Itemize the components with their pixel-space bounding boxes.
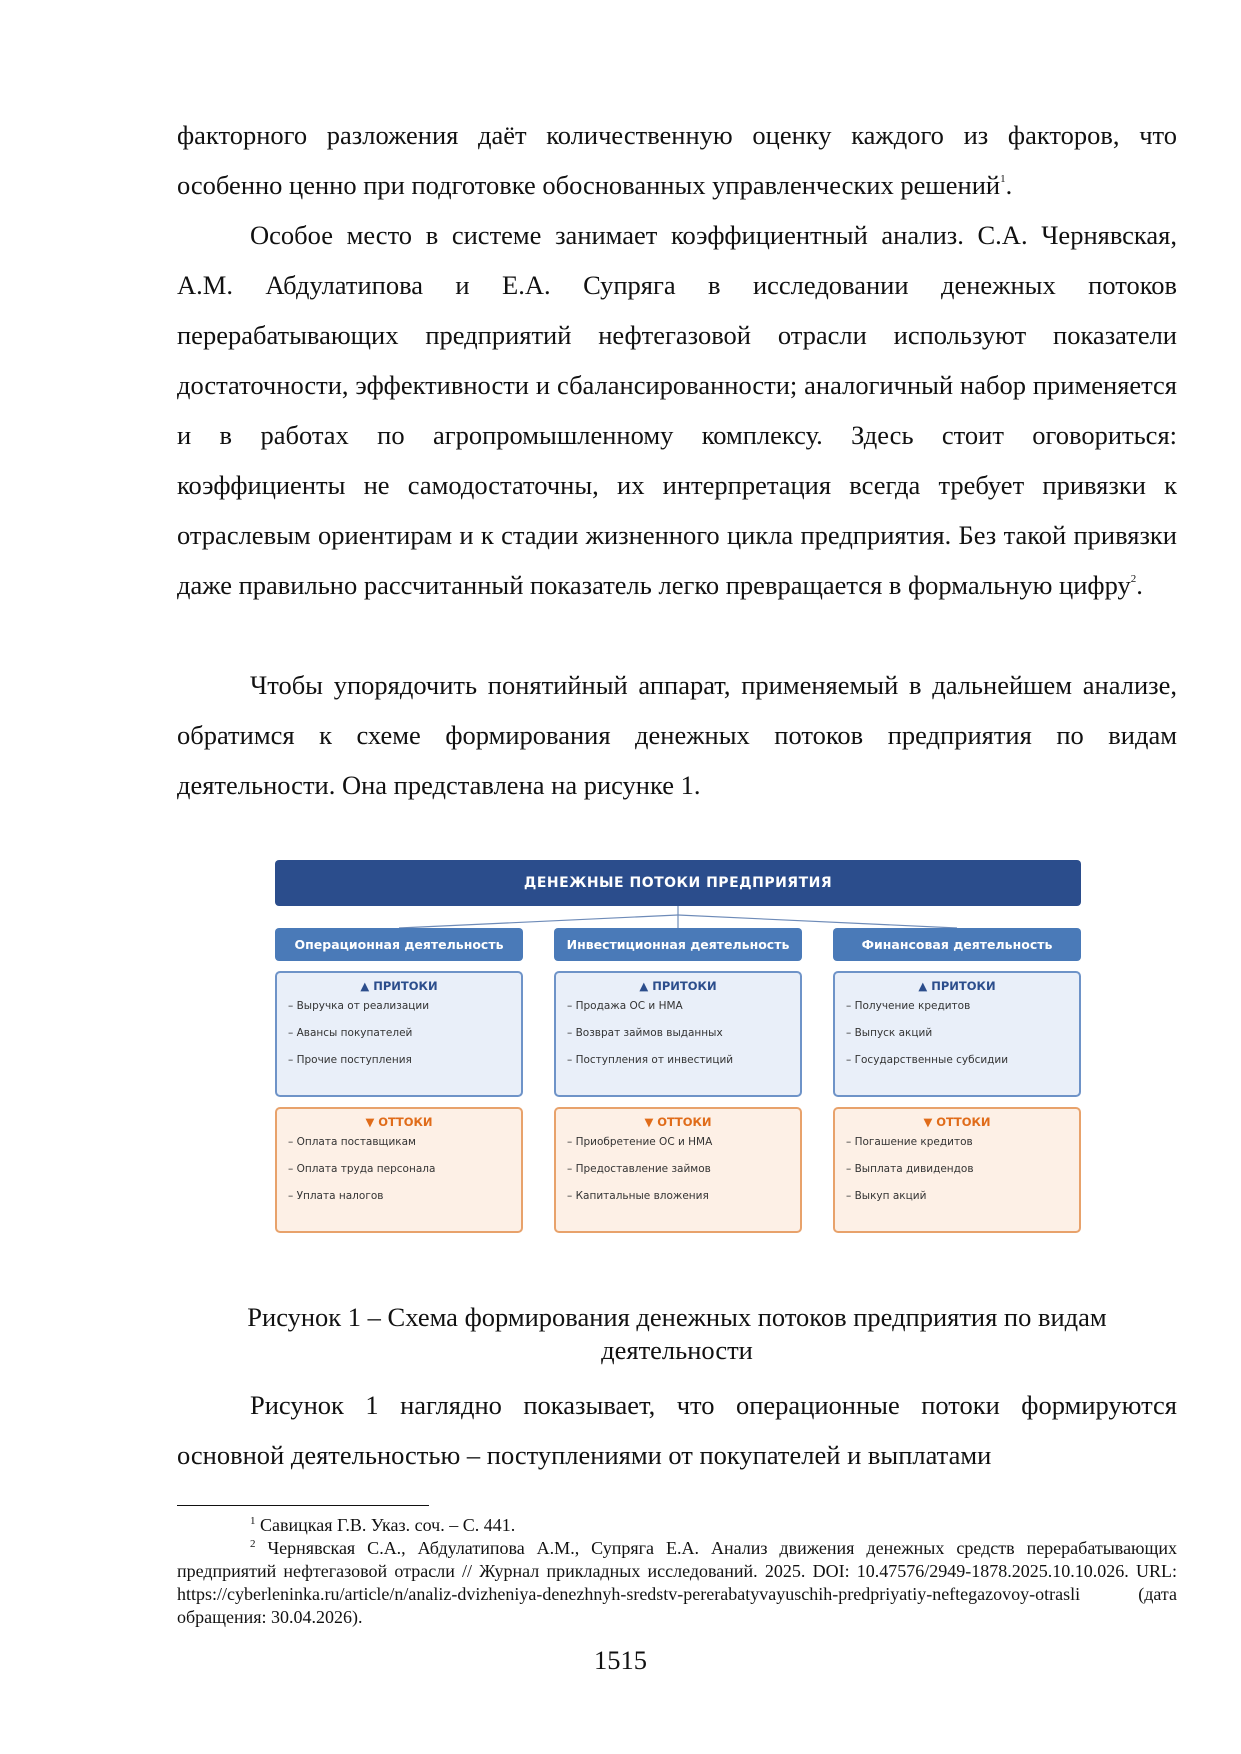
paragraph-2: Особое место в системе занимает коэффициентный анализ. С.А. Чернявская, А.М. Абдулатипова и Е.А. Супряга в исследовании денежных потоков перерабатывающих предприятий нефтегазовой отрасли используют показатели достаточности, эффективности и сбалансированности; аналогичный набор применяется и в работах по агропромышленному комплексу. Здесь стоит оговориться: коэффициенты не самодостаточны, их интерпретация всегда требует привязки к отраслевым ориентирам и к стадии жизненного цикла предприятия. Без такой привязки даже правильно рассчитанный показатель легко превращается в формальную цифру$^2$. (177, 220, 1177, 600)
list-item: – Капитальные вложения (567, 1190, 709, 1202)
paragraph-2-text: Особое место в системе занимает коэффициентный анализ. С.А. Чернявская, А.М. Абдулатипова и Е.А. Супряга в исследовании денежных потоков перерабатывающих предприятий нефтегазовой отрасли используют показатели достаточности, эффективности и сбалансированности; аналогичный набор применяется и в работах по агропромышленному комплексу. Здесь стоит оговориться: коэффициенты не самодостаточны, их интерпретация всегда требует привязки к отраслевым ориентирам и к стадии жизненного цикла предприятия. Без такой привязки даже правильно рассчитанный показатель легко превращается в формальную цифру (177, 220, 1177, 600)
list-item: – Возврат займов выданных (567, 1027, 723, 1039)
inflows-label: ▲ ПРИТОКИ (360, 979, 438, 993)
list-item: – Государственные субсидии (846, 1054, 1009, 1066)
inflows-label: ▲ ПРИТОКИ (639, 979, 717, 993)
column-head-investing: Инвестиционная деятельность (554, 928, 802, 961)
inflows-box-investing (554, 971, 802, 1097)
page-number: 1515 (594, 1645, 647, 1675)
paragraph-3: Чтобы упорядочить понятийный аппарат, применяемый в дальнейшем анализе, обратимся к схеме формирования денежных потоков предприятия по видам деятельности. Она представлена на рисунке 1. (177, 670, 1177, 800)
list-item: – Предоставление займов (567, 1163, 711, 1175)
outflows-label: ▼ ОТТОКИ (644, 1115, 712, 1129)
cash-flow-diagram (275, 860, 1081, 1236)
list-item: – Продажа ОС и НМА (567, 1000, 683, 1012)
list-item: – Поступления от инвестиций (567, 1054, 734, 1066)
list-item: – Выкуп акций (846, 1190, 927, 1202)
list-item: – Выплата дивидендов (846, 1163, 974, 1175)
inflows-box-operating (275, 971, 523, 1097)
figure-caption: Рисунок 1 – Схема формирования денежных потоков предприятия по видам деятельности (247, 1302, 1107, 1365)
list-item: – Получение кредитов (846, 1000, 971, 1012)
list-item: – Оплата поставщикам (288, 1136, 416, 1148)
outflows-label: ▼ ОТТОКИ (923, 1115, 991, 1129)
footnote-2-text: Чернявская С.А., Абдулатипова А.М., Супряга Е.А. Анализ движения денежных средств перерабатывающих предприятий нефтегазовой отрасли // Журнал прикладных исследований. 2025. DOI: 10.47576/2949-1878.2025.10.10.026. URL: https://cyberleninka.ru/article/n/analiz-dvizheniya-denezhnyh-sredstv-pererabatyvayuschih-predpriyatiy-neftegazovoy-otrasli (дата обращения: 30.04.2026). (177, 1538, 1177, 1627)
column-head-financing: Финансовая деятельность (833, 928, 1081, 961)
footnote-1-number: 1 (250, 1515, 256, 1527)
footnote-1 (177, 1514, 1177, 1537)
footnote-1-text: Савицкая Г.В. Указ. соч. – С. 441. (260, 1515, 516, 1535)
outflows-label: ▼ ОТТОКИ (365, 1115, 433, 1129)
footnotes (177, 1514, 1177, 1629)
footnote-divider (177, 1505, 429, 1506)
footnote-2 (177, 1537, 1177, 1629)
outflows-box-operating (275, 1107, 523, 1233)
inflows-box-financing (833, 971, 1081, 1097)
list-item: – Погашение кредитов (846, 1136, 973, 1148)
paragraph-4: Рисунок 1 наглядно показывает, что операционные потоки формируются основной деятельностью – поступлениями от покупателей и выплатами (177, 1390, 1177, 1470)
list-item: – Выпуск акций (846, 1027, 933, 1039)
diagram-title: ДЕНЕЖНЫЕ ПОТОКИ ПРЕДПРИЯТИЯ (275, 860, 1081, 906)
footnote-ref-1[interactable]: 1 (1000, 173, 1006, 185)
footnote-ref-2[interactable]: 2 (1130, 573, 1137, 585)
list-item: – Оплата труда персонала (288, 1163, 436, 1175)
list-item: – Выручка от реализации (288, 1000, 430, 1012)
footnote-2-number: 2 (250, 1538, 256, 1550)
list-item: – Авансы покупателей (288, 1027, 413, 1039)
paragraph-1: факторного разложения даёт количественную оценку каждого из факторов, что особенно ценно при подготовке обоснованных управленческих решений$^1$. (177, 120, 1177, 200)
inflows-label: ▲ ПРИТОКИ (918, 979, 996, 993)
list-item: – Прочие поступления (288, 1054, 412, 1066)
outflows-box-financing (833, 1107, 1081, 1233)
list-item: – Приобретение ОС и НМА (567, 1136, 713, 1148)
list-item: – Уплата налогов (288, 1190, 384, 1202)
column-head-operating: Операционная деятельность (275, 928, 523, 961)
paragraph-1-text: факторного разложения даёт количественную оценку каждого из факторов, что особенно ценно при подготовке обоснованных управленческих решений (177, 120, 1177, 200)
outflows-box-investing (554, 1107, 802, 1233)
